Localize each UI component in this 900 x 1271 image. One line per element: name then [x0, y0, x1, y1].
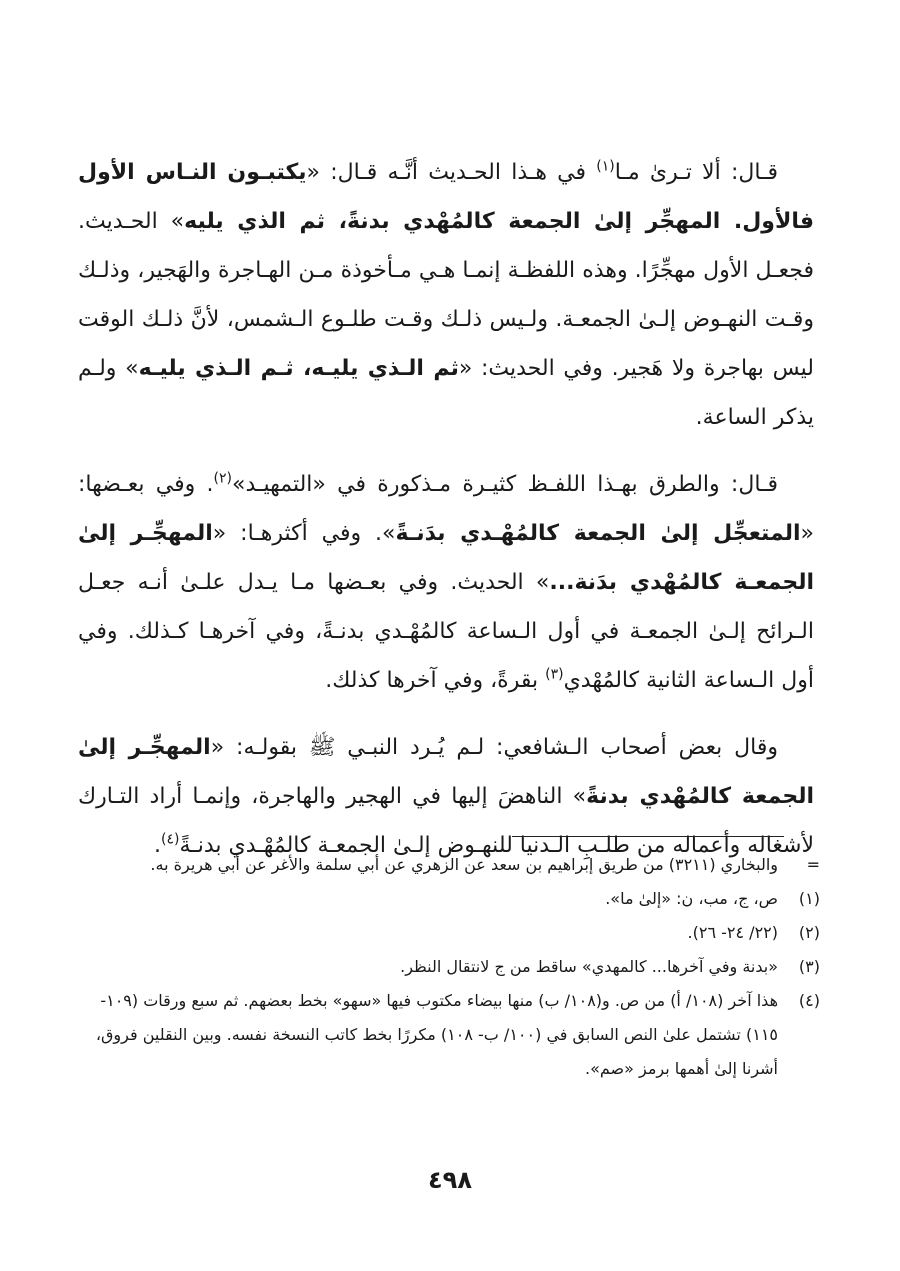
footnote [90, 984, 820, 1086]
hadith-text: يكتبـون النـاس الأول فالأول. المهجِّر إلىٰ الجمعة كالمُهْدي بدنةً، ثم الذي يليه [78, 160, 815, 234]
text-run: . [154, 833, 162, 858]
footnote-text: (٢٢/ ٢٤- ٢٦). [687, 923, 778, 942]
footnotes [90, 848, 820, 1086]
footnote-text: هذا آخر (١٠٨/ أ) من ص. و(١٠٨/ ب) منها بيضاء مكتوب فيها «سهو» بخط بعضهم. ثم سبع ورقات (١٠٩- ١١٥) تشتمل علىٰ النص السابق في (١٠٠/ ب- ١٠٨) مكررًا بخط كاتب النسخة نفسه. وبين النقلين فروق، أشرنا إلىٰ أهمها برمز «صم». [95, 991, 778, 1078]
text-run: بقرةً، وفي آخرها كذلك. [325, 668, 546, 693]
footnote-text: والبخاري (٣٢١١) من طريق إبراهيم بن سعد عن الزهري عن أبي سلمة والأغر عن أبي هريرة به. [150, 855, 778, 874]
paragraph [78, 460, 814, 705]
main-text [78, 148, 814, 888]
footnote [90, 916, 820, 950]
footnote-ref: (١) [596, 158, 615, 175]
footnote-divider [512, 836, 784, 837]
text-run: في هـذا الحـديث أنَّـه قـال: « [306, 160, 597, 185]
text-run: » الناهضَ إليها في الهجير والهاجرة، وإنمـا أراد التـارك لأشغاله وأعماله من طلـبِ الـدنيا للنهـوض إلـىٰ الجمعـة كالمُهْـدي بدنـةً [78, 784, 814, 858]
text-run: . وفي بعـضها: « [78, 472, 814, 546]
hadith-text: المهجِّـر إلىٰ الجمعـة كالمُهْدي بدَنة... [78, 521, 815, 595]
footnote-text: ص، ج، مب، ن: «إلىٰ ما». [605, 889, 778, 908]
hadith-text: المتعجِّل إلىٰ الجمعة كالمُهْـدي بدَنـةً [395, 521, 801, 546]
footnote [90, 882, 820, 916]
footnote-marker: (١) [798, 889, 820, 908]
footnote [90, 950, 820, 984]
text-run: وقال بعض أصحاب الـشافعي: لـم يُـرد النبـي ﷺ بقولـه: « [210, 735, 778, 760]
footnote-text: «بدنة وفي آخرها... كالمهدي» ساقط من ج لانتقال النظر. [400, 957, 778, 976]
paragraph [78, 148, 814, 442]
footnote-marker: (٤) [798, 991, 820, 1010]
text-run: » الحديث. وفي بعـضها مـا يـدل علـىٰ أنـه جعـل الـرائح إلـىٰ الجمعـة في أول الـساعة كالمُهْـدي بدنـةً، وفي آخرهـا كـذلك. وفي أول الـساعة الثانية كالمُهْدي [78, 570, 814, 693]
footnote-ref: (٣) [545, 666, 564, 683]
hadith-text: ثم الـذي يليـه، ثـم الـذي يليـه [138, 356, 459, 381]
text-run: قـال: والطرق بهـذا اللفـظ كثيـرة مـذكورة في «التمهيـد» [232, 472, 778, 497]
footnote-marker: (٢) [798, 923, 820, 942]
hadith-text: المهجِّـر إلىٰ الجمعة كالمُهْدي بدنةً [78, 735, 815, 809]
text-run: قـال: ألا تـرىٰ مـا [614, 160, 779, 185]
page-number: ٤٩٨ [428, 1166, 472, 1194]
footnote-marker: = [806, 855, 820, 874]
footnote-ref: (٢) [213, 470, 233, 487]
footnote [90, 848, 820, 882]
footnote-marker: (٣) [798, 957, 820, 976]
text-run: » ولـم يذكر الساعة. [78, 356, 814, 430]
footnote-ref: (٤) [161, 831, 180, 848]
text-run: ». وفي أكثرهـا: « [212, 521, 396, 546]
text-run: » الحـديث. فجعـل الأول مهجِّرًا. وهذه اللفظـة إنمـا هـي مـأخوذة مـن الهـاجرة والهَجير، وذلـك وقـت النهـوض إلـىٰ الجمعـة. ولـيس ذلـك وقـت طلـوع الـشمس، لأنَّ ذلـك الوقت ليس بهاجرة ولا هَجير. وفي الحديث: « [78, 209, 815, 381]
